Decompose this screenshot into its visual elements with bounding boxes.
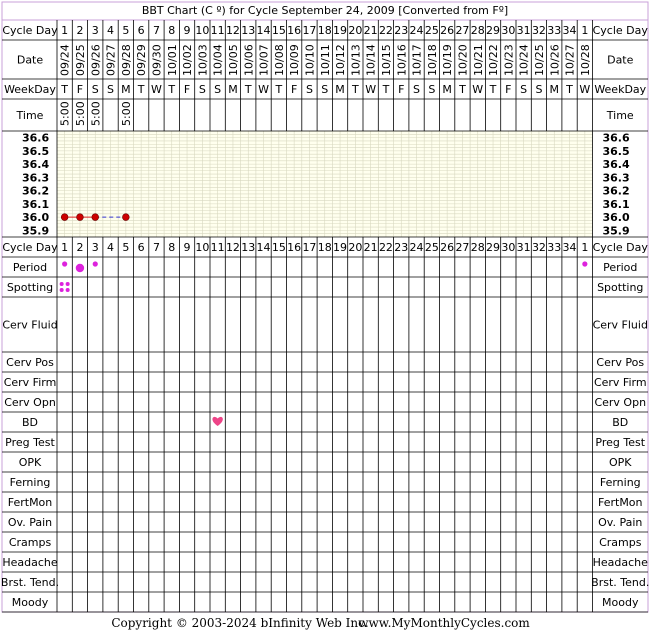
date-cell: 09/26 bbox=[89, 44, 103, 76]
cycle-day-cell: 22 bbox=[378, 24, 393, 37]
temp-tick-label: 36.6 bbox=[22, 131, 50, 145]
cycle-day-cell: 18 bbox=[317, 241, 332, 254]
cycle-day-cell: 30 bbox=[501, 241, 516, 254]
cycle-day-cell: 34 bbox=[562, 24, 577, 37]
weekday-cell: F bbox=[290, 83, 298, 96]
cycle-day-cell: 27 bbox=[455, 24, 470, 37]
cycle-day-cell: 8 bbox=[168, 24, 176, 37]
cycle-day-cell: 4 bbox=[107, 241, 115, 254]
temp-tick-label-right: 36.5 bbox=[602, 144, 630, 158]
row-label-right-cerv-pos: Cerv Pos bbox=[596, 356, 645, 369]
cycle-day-cell: 17 bbox=[302, 24, 317, 37]
row-label-cramps: Cramps bbox=[8, 536, 52, 549]
weekday-cell: W bbox=[579, 83, 591, 96]
spotting-dot bbox=[60, 282, 64, 286]
row-label-date: Date bbox=[16, 53, 44, 67]
copyright-text: Copyright © 2003-2024 bInfinity Web Inc. bbox=[111, 616, 369, 630]
temp-tick-label: 36.1 bbox=[22, 197, 50, 211]
spotting-dot bbox=[60, 288, 64, 292]
weekday-cell: T bbox=[382, 83, 390, 96]
weekday-cell: T bbox=[566, 83, 573, 96]
row-label-period: Period bbox=[12, 261, 48, 274]
date-cell: 10/05 bbox=[226, 44, 240, 76]
cycle-day-cell: 33 bbox=[547, 241, 562, 254]
date-cell: 10/07 bbox=[257, 44, 271, 76]
cycle-day-cell: 2 bbox=[76, 241, 84, 254]
date-cell: 10/27 bbox=[563, 44, 577, 76]
date-cell: 10/22 bbox=[487, 44, 501, 76]
row-label-right-fertmon: FertMon bbox=[597, 496, 643, 509]
weekday-cell: S bbox=[198, 83, 206, 96]
date-cell: 10/19 bbox=[441, 44, 455, 76]
cycle-day-cell: 1 bbox=[581, 241, 589, 254]
row-label-cerv-opn: Cerv Opn bbox=[4, 396, 56, 409]
row-label-cerv-firm: Cerv Firm bbox=[3, 376, 57, 389]
heart-icon bbox=[212, 417, 222, 426]
cycle-day-cell: 3 bbox=[91, 241, 99, 254]
period-dot bbox=[62, 261, 67, 266]
date-cell: 10/02 bbox=[181, 44, 195, 76]
date-cell: 10/14 bbox=[364, 44, 378, 76]
weekday-cell: S bbox=[91, 83, 99, 96]
row-label-cycle-day: Cycle Day bbox=[2, 24, 58, 37]
weekday-cell: M bbox=[228, 83, 238, 96]
row-label-headache: Headache bbox=[2, 556, 58, 569]
weekday-cell: S bbox=[413, 83, 421, 96]
cycle-day-cell: 13 bbox=[241, 24, 256, 37]
cycle-day-cell: 18 bbox=[317, 24, 332, 37]
cycle-day-cell: 13 bbox=[241, 241, 256, 254]
row-label-right-headache: Headache bbox=[592, 556, 648, 569]
row-label-right-cycle-day: Cycle Day bbox=[592, 24, 648, 37]
cycle-day-cell: 6 bbox=[137, 241, 145, 254]
weekday-cell: S bbox=[520, 83, 528, 96]
weekday-cell: T bbox=[351, 83, 359, 96]
row-label-right-cerv-opn: Cerv Opn bbox=[594, 396, 647, 409]
temp-tick-label: 36.4 bbox=[22, 158, 50, 172]
cycle-day-cell: 23 bbox=[394, 24, 409, 37]
cycle-day-cell: 4 bbox=[107, 24, 115, 37]
row-label-right-ov-pain: Ov. Pain bbox=[598, 516, 643, 529]
weekday-cell: W bbox=[472, 83, 484, 96]
date-cell: 10/11 bbox=[318, 44, 332, 76]
weekday-cell: T bbox=[137, 83, 145, 96]
cycle-day-cell: 25 bbox=[424, 24, 439, 37]
period-dot bbox=[93, 261, 98, 266]
weekday-cell: T bbox=[168, 83, 176, 96]
cycle-day-cell: 7 bbox=[152, 24, 160, 37]
cycle-day-cell: 17 bbox=[302, 241, 317, 254]
cycle-day-cell: 24 bbox=[409, 24, 424, 37]
row-label-right-time: Time bbox=[606, 109, 634, 122]
weekday-cell: F bbox=[505, 83, 512, 96]
cycle-day-cell: 31 bbox=[516, 241, 531, 254]
weekday-cell: S bbox=[428, 83, 436, 96]
cycle-day-cell: 12 bbox=[225, 241, 240, 254]
cycle-day-cell: 5 bbox=[122, 24, 130, 37]
period-dot bbox=[582, 261, 587, 266]
cycle-day-cell: 9 bbox=[183, 24, 191, 37]
cycle-day-cell: 24 bbox=[409, 241, 424, 254]
temp-tick-label-right: 36.6 bbox=[602, 131, 630, 145]
temp-point bbox=[122, 214, 129, 221]
date-cell: 09/25 bbox=[73, 44, 87, 76]
time-cell: 5:00 bbox=[119, 101, 133, 126]
cycle-day-cell: 15 bbox=[271, 24, 286, 37]
cycle-day-cell: 28 bbox=[470, 24, 485, 37]
row-label-right-ferning: Ferning bbox=[599, 476, 641, 489]
cycle-day-cell: 22 bbox=[378, 241, 393, 254]
cycle-day-cell: 33 bbox=[547, 24, 562, 37]
row-label-ferning: Ferning bbox=[9, 476, 51, 489]
temp-tick-label: 35.9 bbox=[22, 224, 50, 238]
weekday-cell: W bbox=[258, 83, 269, 96]
date-cell: 09/24 bbox=[58, 44, 72, 76]
date-cell: 10/04 bbox=[211, 44, 225, 76]
cycle-day-cell: 29 bbox=[486, 24, 501, 37]
cycle-day-cell: 15 bbox=[271, 241, 286, 254]
cycle-day-cell: 8 bbox=[168, 241, 176, 254]
row-label-right-cramps: Cramps bbox=[599, 536, 642, 549]
temp-tick-label: 36.3 bbox=[22, 171, 50, 185]
weekday-cell: M bbox=[442, 83, 452, 96]
row-label-right-period: Period bbox=[603, 261, 638, 274]
date-cell: 10/20 bbox=[456, 44, 470, 76]
date-cell: 09/29 bbox=[135, 44, 149, 76]
temp-tick-label-right: 36.3 bbox=[602, 171, 630, 185]
row-label-cerv-pos: Cerv Pos bbox=[6, 356, 54, 369]
temp-tick-label: 36.5 bbox=[22, 144, 50, 158]
cycle-day-cell: 16 bbox=[287, 24, 302, 37]
row-label-right-bd: BD bbox=[612, 416, 629, 429]
row-label-right-spotting: Spotting bbox=[597, 281, 644, 294]
label-layer bbox=[1, 24, 649, 609]
cycle-day-cell: 19 bbox=[333, 241, 348, 254]
cycle-day-cell: 20 bbox=[348, 241, 363, 254]
cycle-day-cell: 5 bbox=[122, 241, 130, 254]
weekday-cell: S bbox=[305, 83, 313, 96]
spotting-dot bbox=[66, 282, 70, 286]
date-cell: 10/13 bbox=[349, 44, 363, 76]
date-cell: 10/23 bbox=[502, 44, 516, 76]
cycle-day-cell: 3 bbox=[91, 24, 99, 37]
weekday-cell: S bbox=[321, 83, 329, 96]
row-label-ov-pain: Ov. Pain bbox=[7, 516, 53, 529]
row-label-spotting: Spotting bbox=[6, 281, 54, 294]
temp-point bbox=[92, 214, 99, 221]
temp-tick-label-right: 36.4 bbox=[602, 158, 630, 172]
cycle-day-cell: 21 bbox=[363, 24, 378, 37]
date-cell: 10/24 bbox=[517, 44, 531, 76]
weekday-cell: S bbox=[214, 83, 222, 96]
weekday-cell: S bbox=[535, 83, 543, 96]
weekday-cell: W bbox=[151, 83, 162, 96]
cycle-day-cell: 28 bbox=[470, 241, 485, 254]
row-label-right-preg-test: Preg Test bbox=[595, 436, 646, 449]
cycle-day-cell: 1 bbox=[61, 241, 69, 254]
spotting-dot bbox=[66, 288, 70, 292]
cycle-day-cell: 12 bbox=[225, 24, 240, 37]
row-label-weekday: WeekDay bbox=[4, 83, 56, 96]
cycle-day-cell: 14 bbox=[256, 24, 271, 37]
date-cell: 10/15 bbox=[379, 44, 393, 76]
cycle-day-cell: 21 bbox=[363, 241, 378, 254]
cycle-day-cell: 1 bbox=[61, 24, 69, 37]
cycle-day-cell: 11 bbox=[210, 24, 225, 37]
site-link[interactable]: www.MyMonthlyCycles.com bbox=[358, 616, 530, 630]
weekday-cell: S bbox=[107, 83, 115, 96]
row-label-right-date: Date bbox=[607, 53, 634, 67]
weekday-cell: T bbox=[61, 83, 69, 96]
weekday-cell: F bbox=[398, 83, 405, 96]
row-label-cerv-fluid: Cerv Fluid bbox=[2, 318, 58, 332]
chart-title: BBT Chart (C º) for Cycle September 24, 2009 [Converted from Fº] bbox=[141, 4, 509, 17]
weekday-cell: F bbox=[183, 83, 191, 96]
temp-tick-label: 36.0 bbox=[22, 211, 50, 225]
date-cell: 10/08 bbox=[272, 44, 286, 76]
cycle-day-cell: 2 bbox=[76, 24, 84, 37]
date-cell: 09/28 bbox=[119, 44, 133, 76]
cycle-day-cell: 25 bbox=[424, 241, 439, 254]
cycle-day-cell: 11 bbox=[210, 241, 225, 254]
date-cell: 10/26 bbox=[548, 44, 562, 76]
temp-tick-label-right: 36.1 bbox=[602, 197, 630, 211]
time-cell: 5:00 bbox=[89, 101, 103, 126]
row-label-cycle-day: Cycle Day bbox=[2, 241, 58, 254]
row-label-fertmon: FertMon bbox=[7, 496, 53, 509]
temp-point bbox=[61, 214, 68, 221]
temp-point bbox=[77, 214, 84, 221]
date-cell: 10/21 bbox=[471, 44, 485, 76]
cycle-day-cell: 7 bbox=[152, 241, 160, 254]
date-cell: 10/25 bbox=[532, 44, 546, 76]
date-cell: 10/28 bbox=[578, 44, 592, 76]
date-cell: 10/03 bbox=[196, 44, 210, 76]
cycle-day-cell: 9 bbox=[183, 241, 191, 254]
cycle-day-cell: 10 bbox=[195, 24, 210, 37]
weekday-cell: M bbox=[335, 83, 345, 96]
time-cell: 5:00 bbox=[73, 101, 87, 126]
date-cell: 09/30 bbox=[150, 44, 164, 76]
row-label-right-weekday: WeekDay bbox=[594, 83, 647, 96]
period-dot bbox=[76, 264, 84, 272]
row-label-right-opk: OPK bbox=[608, 456, 632, 469]
cycle-day-cell: 30 bbox=[501, 24, 516, 37]
date-cell: 10/01 bbox=[165, 44, 179, 76]
cycle-day-cell: 32 bbox=[531, 241, 546, 254]
weekday-cell: F bbox=[76, 83, 84, 96]
date-cell: 10/17 bbox=[410, 44, 424, 76]
date-cell: 10/18 bbox=[425, 44, 439, 76]
cycle-day-cell: 10 bbox=[195, 241, 210, 254]
date-cell: 10/09 bbox=[288, 44, 302, 76]
temp-tick-label: 36.2 bbox=[22, 184, 50, 198]
row-label-opk: OPK bbox=[18, 456, 42, 469]
date-cell: 09/27 bbox=[104, 44, 118, 76]
cycle-day-cell: 32 bbox=[531, 24, 546, 37]
time-cell: 5:00 bbox=[58, 101, 72, 126]
row-label-bd: BD bbox=[21, 416, 39, 429]
cycle-day-cell: 23 bbox=[394, 241, 409, 254]
weekday-cell: T bbox=[244, 83, 252, 96]
weekday-cell: T bbox=[459, 83, 466, 96]
cycle-day-cell: 1 bbox=[581, 24, 589, 37]
weekday-cell: T bbox=[489, 83, 497, 96]
row-label-time: Time bbox=[16, 109, 44, 122]
cycle-day-cell: 16 bbox=[287, 241, 302, 254]
weekday-cell: T bbox=[275, 83, 283, 96]
weekday-cell: W bbox=[365, 83, 377, 96]
row-label-right-moody: Moody bbox=[602, 596, 639, 609]
row-label-preg-test: Preg Test bbox=[5, 436, 55, 449]
date-cell: 10/06 bbox=[242, 44, 256, 76]
date-cell: 10/16 bbox=[395, 44, 409, 76]
row-label-right-brst-tend: Brst. Tend. bbox=[591, 576, 650, 589]
cycle-day-cell: 6 bbox=[137, 24, 145, 37]
cycle-day-cell: 27 bbox=[455, 241, 470, 254]
cycle-day-cell: 19 bbox=[333, 24, 348, 37]
date-cell: 10/12 bbox=[334, 44, 348, 76]
cycle-day-cell: 29 bbox=[486, 241, 501, 254]
cycle-day-cell: 20 bbox=[348, 24, 363, 37]
temp-tick-label-right: 36.0 bbox=[602, 211, 630, 225]
temp-tick-label-right: 35.9 bbox=[602, 224, 630, 238]
date-cell: 10/10 bbox=[303, 44, 317, 76]
cycle-day-cell: 26 bbox=[440, 24, 455, 37]
row-label-right-cerv-fluid: Cerv Fluid bbox=[592, 318, 648, 332]
cycle-day-cell: 26 bbox=[440, 241, 455, 254]
weekday-cell: M bbox=[121, 83, 131, 96]
weekday-cell: M bbox=[549, 83, 559, 96]
row-label-moody: Moody bbox=[11, 596, 49, 609]
cycle-day-cell: 14 bbox=[256, 241, 271, 254]
row-label-brst-tend: Brst. Tend. bbox=[0, 576, 60, 589]
row-label-right-cerv-firm: Cerv Firm bbox=[593, 376, 647, 389]
cycle-day-cell: 31 bbox=[516, 24, 531, 37]
cycle-day-cell: 34 bbox=[562, 241, 577, 254]
row-label-right-cycle-day: Cycle Day bbox=[592, 241, 648, 254]
temp-tick-label-right: 36.2 bbox=[602, 184, 630, 198]
